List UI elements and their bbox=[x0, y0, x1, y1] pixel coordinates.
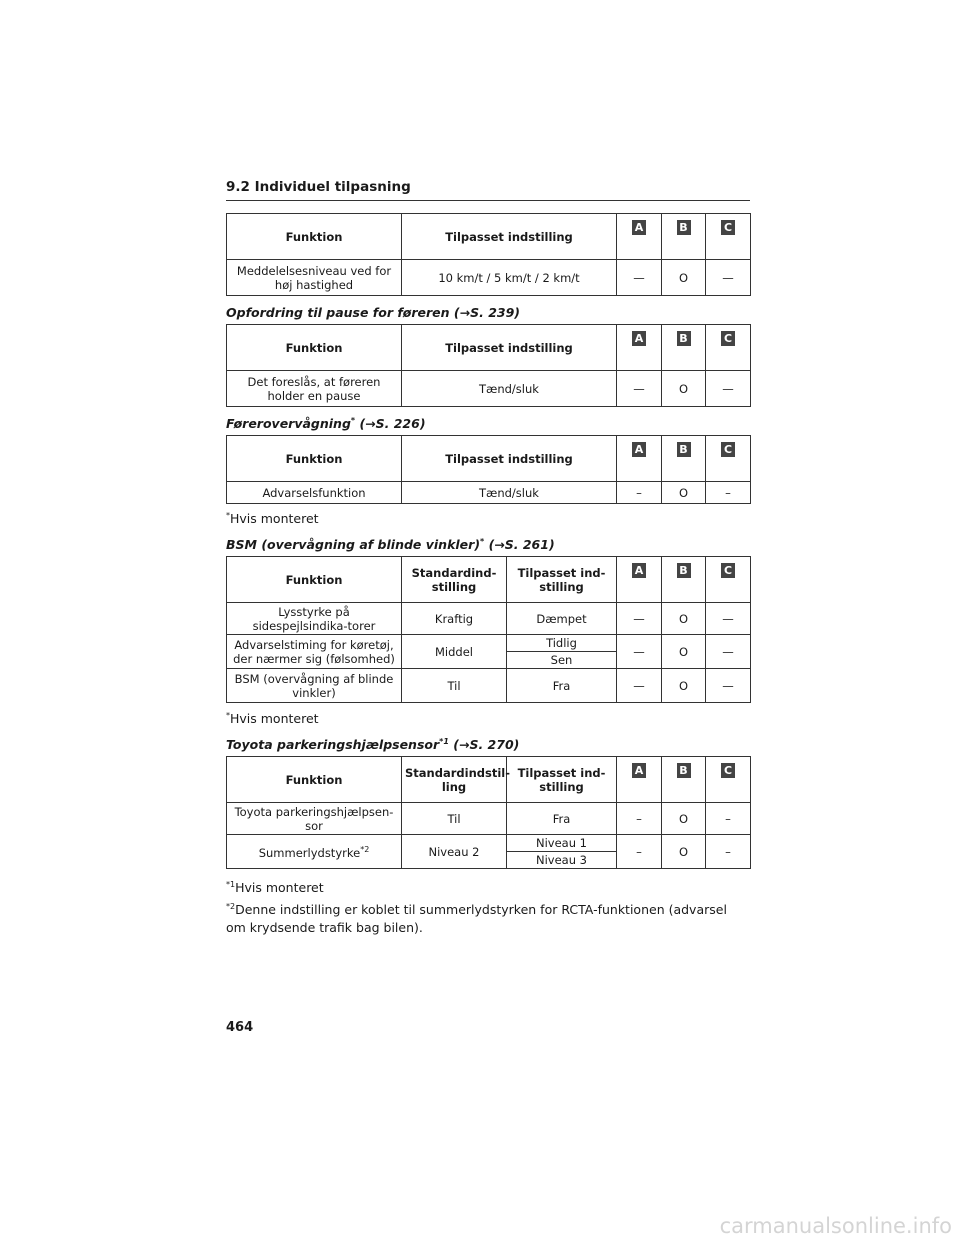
cell-tilpasset: Fra bbox=[507, 669, 617, 703]
cell-a: — bbox=[617, 635, 662, 669]
cell-b: O bbox=[662, 603, 706, 635]
section-title-driver-monitoring: Førerovervågning* (→S. 226) bbox=[226, 416, 426, 432]
header-funktion: Funktion bbox=[227, 757, 402, 803]
cell-c: — bbox=[706, 669, 751, 703]
badge-c: C bbox=[721, 763, 735, 778]
footnote: *Hvis monteret bbox=[226, 511, 319, 527]
badge-a: A bbox=[632, 220, 646, 235]
cell-c: — bbox=[706, 603, 751, 635]
section-title-bsm: BSM (overvågning af blinde vinkler)* (→S. 261) bbox=[226, 537, 555, 553]
table-row bbox=[227, 835, 751, 852]
cell-a: — bbox=[617, 603, 662, 635]
header-tilpasset: Tilpasset ind-stilling bbox=[507, 557, 617, 603]
cell-funktion: Lysstyrke på sidespejlsindika-torer bbox=[227, 603, 402, 635]
header-funktion: Funktion bbox=[227, 436, 402, 482]
badge-c: C bbox=[721, 331, 735, 346]
header-tilpasset: Tilpasset ind-stilling bbox=[507, 757, 617, 803]
cell-tilpasset: Fra bbox=[507, 803, 617, 835]
badge-c: C bbox=[721, 563, 735, 578]
cell-c: — bbox=[706, 371, 751, 407]
table-row bbox=[227, 371, 751, 407]
section-title-pause: Opfordring til pause for føreren (→S. 239) bbox=[226, 305, 521, 320]
parking-sensor-table bbox=[226, 756, 751, 869]
cell-a: — bbox=[617, 371, 662, 407]
table-row bbox=[227, 803, 751, 835]
cell-standard: Til bbox=[402, 669, 507, 703]
cell-standard: Niveau 2 bbox=[402, 835, 507, 869]
badge-a: A bbox=[632, 763, 646, 778]
header-standard: Standardindstil-ling bbox=[402, 757, 507, 803]
cell-funktion: Advarselstiming for køretøj, der nærmer sig (følsomhed) bbox=[227, 635, 402, 669]
cell-a: – bbox=[617, 835, 662, 869]
footnote: $^{*2}$Denne indstilling er koblet til summerlydstyrken for RCTA-funktionen (advarsel om krydsende trafik bag bilen). bbox=[226, 902, 727, 936]
cell-b: O bbox=[662, 803, 706, 835]
cell-tilpasset-option: Tidlig bbox=[507, 635, 617, 652]
cell-tilpasset: Dæmpet bbox=[507, 603, 617, 635]
cell-tilpasset-option: Niveau 1 bbox=[507, 835, 617, 852]
cell-c: — bbox=[706, 635, 751, 669]
header-tilpasset: Tilpasset indstilling bbox=[402, 325, 617, 371]
badge-c: C bbox=[721, 220, 735, 235]
cell-funktion: BSM (overvågning af blinde vinkler) bbox=[227, 669, 402, 703]
cell-tilpasset-option: Sen bbox=[507, 652, 617, 669]
cell-funktion: Toyota parkeringshjælpsen-sor bbox=[227, 803, 402, 835]
cell-c: — bbox=[706, 260, 751, 296]
cell-b: O bbox=[662, 835, 706, 869]
cell-funktion: Summerlydstyrke$^{*2}$ bbox=[227, 835, 402, 869]
cell-standard: Kraftig bbox=[402, 603, 507, 635]
section-title-parking-sensor: Toyota parkeringshjælpsensor$^{*1}$ (→S. 270) bbox=[226, 737, 520, 753]
page-header: 9.2 Individuel tilpasning bbox=[226, 179, 750, 201]
pause-table bbox=[226, 324, 751, 407]
page-number: 464 bbox=[226, 1020, 254, 1035]
table-row bbox=[227, 635, 751, 652]
cell-a: – bbox=[617, 482, 662, 504]
cell-funktion: Advarselsfunktion bbox=[227, 482, 402, 504]
header-funktion: Funktion bbox=[227, 557, 402, 603]
table-row bbox=[227, 482, 751, 504]
cell-b: O bbox=[662, 260, 706, 296]
table-row bbox=[227, 603, 751, 635]
cell-tilpasset: Tænd/sluk bbox=[402, 371, 617, 407]
badge-b: B bbox=[677, 563, 691, 578]
cell-a: — bbox=[617, 669, 662, 703]
header-tilpasset: Tilpasset indstilling bbox=[402, 436, 617, 482]
cell-tilpasset-option: Niveau 3 bbox=[507, 852, 617, 869]
badge-a: A bbox=[632, 563, 646, 578]
badge-b: B bbox=[677, 331, 691, 346]
badge-a: A bbox=[632, 442, 646, 457]
cell-a: – bbox=[617, 803, 662, 835]
table-row bbox=[227, 260, 751, 296]
cell-b: O bbox=[662, 635, 706, 669]
cell-b: O bbox=[662, 669, 706, 703]
cell-funktion: Meddelelsesniveau ved for høj hastighed bbox=[227, 260, 402, 296]
table-row bbox=[227, 669, 751, 703]
cell-a: — bbox=[617, 260, 662, 296]
cell-tilpasset: 10 km/t / 5 km/t / 2 km/t bbox=[402, 260, 617, 296]
footnote: $^{*1}$Hvis monteret bbox=[226, 880, 324, 896]
watermark: carmanualsonline.info bbox=[719, 1214, 952, 1238]
header-tilpasset: Tilpasset indstilling bbox=[402, 214, 617, 260]
header-funktion: Funktion bbox=[227, 325, 402, 371]
cell-c: – bbox=[706, 482, 751, 504]
cell-tilpasset: Tænd/sluk bbox=[402, 482, 617, 504]
badge-b: B bbox=[677, 442, 691, 457]
header-funktion: Funktion bbox=[227, 214, 402, 260]
cell-b: O bbox=[662, 371, 706, 407]
cell-c: – bbox=[706, 803, 751, 835]
badge-b: B bbox=[677, 220, 691, 235]
badge-b: B bbox=[677, 763, 691, 778]
driver-monitoring-table bbox=[226, 435, 751, 504]
cell-b: O bbox=[662, 482, 706, 504]
speed-warning-table bbox=[226, 213, 751, 296]
cell-funktion: Det foreslås, at føreren holder en pause bbox=[227, 371, 402, 407]
badge-c: C bbox=[721, 442, 735, 457]
footnote: *Hvis monteret bbox=[226, 711, 319, 727]
header-standard: Standardind-stilling bbox=[402, 557, 507, 603]
bsm-table bbox=[226, 556, 751, 703]
badge-a: A bbox=[632, 331, 646, 346]
cell-standard: Middel bbox=[402, 635, 507, 669]
cell-standard: Til bbox=[402, 803, 507, 835]
cell-c: – bbox=[706, 835, 751, 869]
